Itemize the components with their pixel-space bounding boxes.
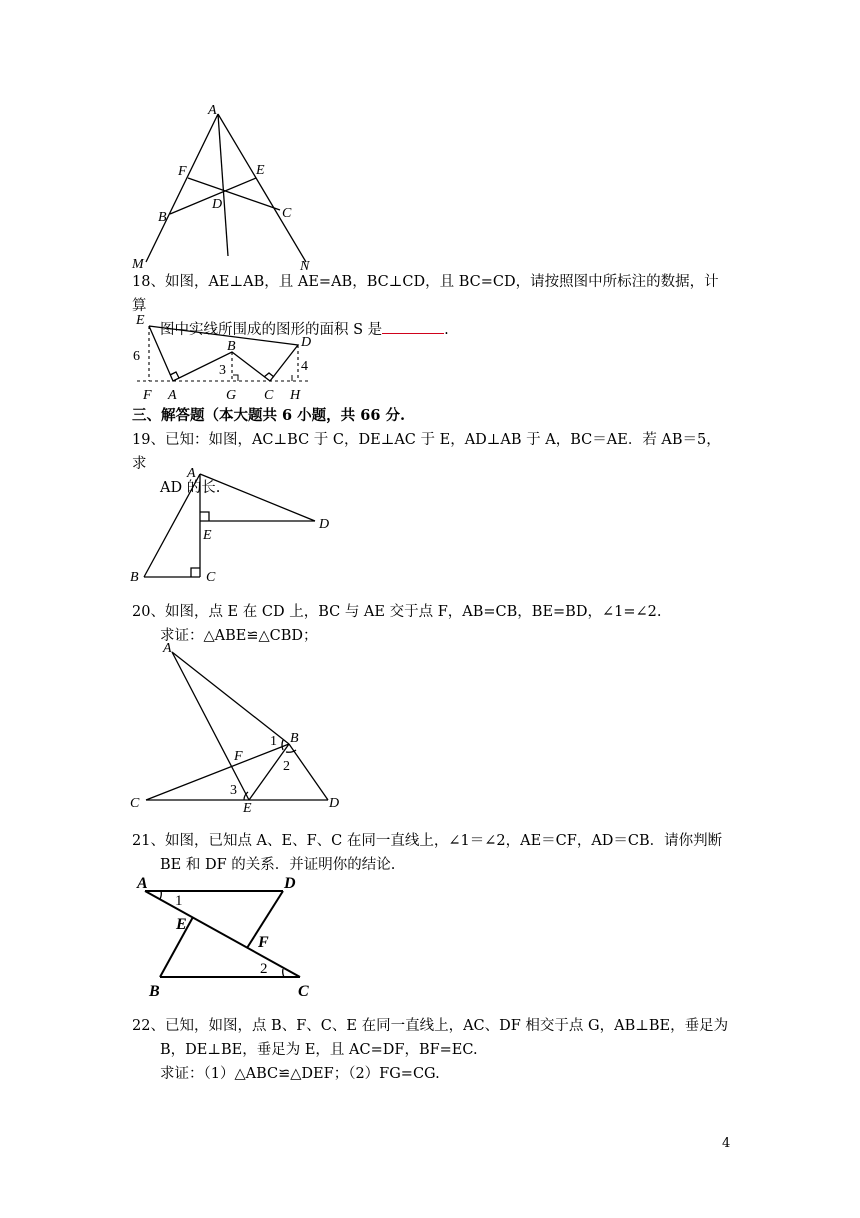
label-H: H [290,388,301,403]
label-D: D [319,517,330,532]
label-B: B [149,983,160,1000]
figure-q20 [125,640,350,815]
label-3: 3 [230,783,237,798]
label-E: E [176,916,187,933]
label-3: 3 [219,363,226,378]
label-D: D [329,796,340,811]
label-D: D [284,875,296,892]
label-N: N [300,259,310,274]
label-E: E [203,528,212,543]
q20-line2: 求证：△ABE≌△CBD； [160,628,318,644]
q18-line2: 图中实线所围成的图形的面积 S 是 [160,322,383,338]
label-B: B [290,731,299,746]
label-D: D [212,197,223,212]
label-C: C [206,570,216,585]
label-B: B [130,570,139,585]
q19-line1: 19、已知：如图，AC⊥BC 于 C，DE⊥AC 于 E，AD⊥AB 于 A，BC＝AE．若 AB＝5，求 [132,432,721,472]
figure-q21 [130,866,320,1002]
label-A: A [187,466,196,481]
q21-line1: 21、如图，已知点 A、E、F、C 在同一直线上，∠1＝∠2，AE＝CF，AD＝CB．请你判断 [132,833,723,849]
label-1: 1 [175,893,183,909]
label-E: E [256,163,265,178]
label-D: D [301,335,312,350]
label-C: C [298,983,309,1000]
label-6: 6 [133,349,140,364]
q18-line1: 18、如图，AE⊥AB，且 AE=AB，BC⊥CD，且 BC=CD，请按照图中所标注的数据，计算 [132,274,719,314]
label-C: C [130,796,140,811]
question-22 [132,1014,732,1086]
label-A: A [168,388,177,403]
q22-line3: 求证：（1）△ABC≌△DEF；（2）FG=CG. [160,1066,440,1082]
label-G: G [226,388,237,403]
label-A: A [163,641,172,656]
label-E: E [136,313,145,328]
label-2: 2 [260,961,268,977]
label-F: F [258,934,269,951]
figure-q17 [130,100,330,274]
label-B: B [227,339,236,354]
label-B: B [158,210,167,225]
label-A: A [208,103,217,118]
question-18: 18、如图，AE⊥AB，且 AE=AB，BC⊥CD，且 BC=CD，请按照图中所标注的数据，计算 图中实线所围成的图形的面积 S 是 . [132,274,719,338]
label-C: C [282,206,292,221]
label-F: F [143,388,152,403]
label-E: E [243,801,252,816]
figure-q19 [125,462,340,587]
q22-line2: B，DE⊥BE，垂足为 E，且 AC=DF，BF=EC. [160,1042,478,1058]
answer-blank[interactable] [382,319,444,334]
figure-q18 [130,312,320,402]
q19-line2: AD 的长. [160,480,221,496]
label-1: 1 [270,734,277,749]
section-3-heading: 三、解答题（本大题共 6 小题，共 66 分. [132,407,406,424]
label-4: 4 [301,359,308,374]
page-number: 4 [722,1136,731,1151]
label-C: C [264,388,274,403]
label-F: F [178,164,187,179]
q22-line1: 22、已知，如图，点 B、F、C、E 在同一直线上，AC、DF 相交于点 G，AB⊥BE，垂足为 [132,1018,729,1034]
label-A: A [137,875,148,892]
q21-line2: BE 和 DF 的关系．并证明你的结论. [160,857,396,873]
label-2: 2 [283,759,290,774]
label-F: F [234,749,243,764]
label-M: M [132,257,144,272]
q20-line1: 20、如图，点 E 在 CD 上，BC 与 AE 交于点 F，AB=CB，BE=BD，∠1=∠2. [132,604,662,620]
